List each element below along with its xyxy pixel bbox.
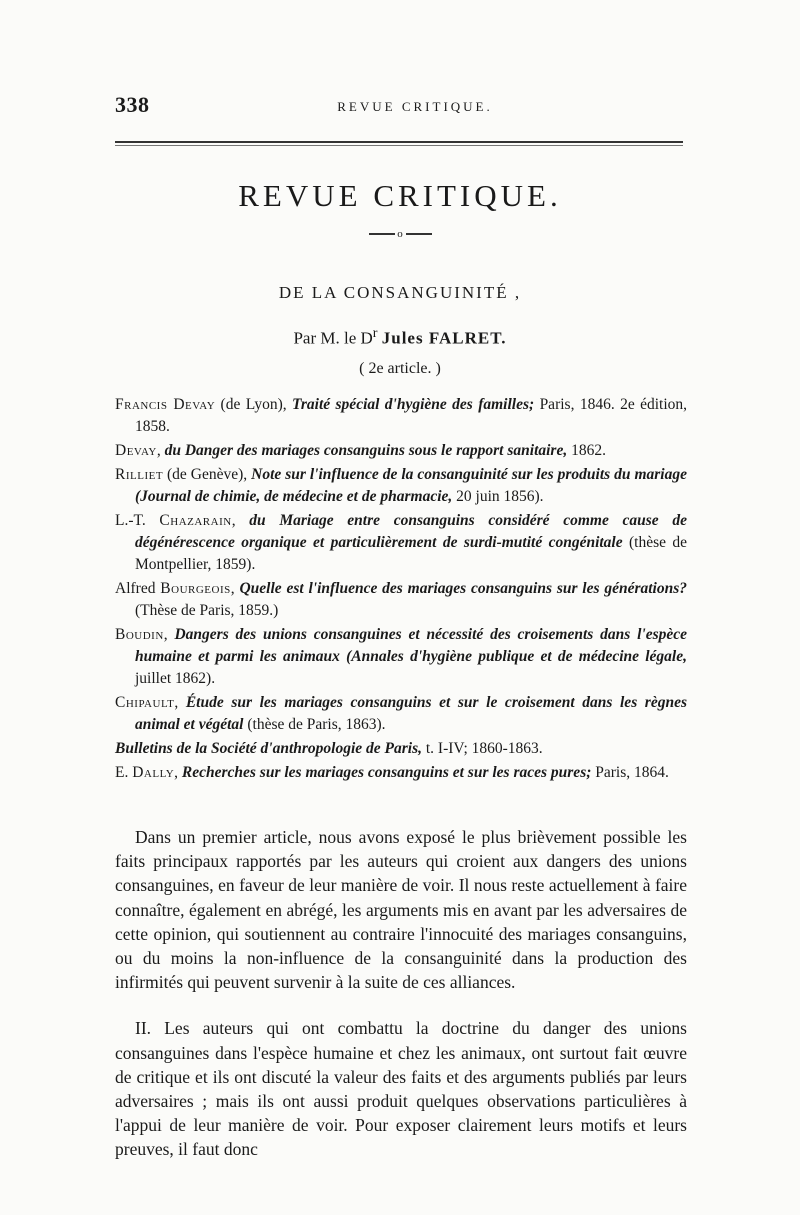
bibliography-entry: Bulletins de la Société d'anthropologie de Paris, t. I-IV; 1860-1863. xyxy=(115,740,543,757)
bibliography-entry: Devay, du Danger des mariages consanguins sous le rapport sanitaire, 1862. xyxy=(115,442,606,459)
bibliography-entry: Chipault, Étude sur les mariages consanguins et sur le croisement dans les règnes animal et végétal (thèse de Paris, 1863). xyxy=(115,694,688,733)
article-subtitle: DE LA CONSANGUINITÉ , xyxy=(278,283,522,302)
paragraph: II. Les auteurs qui ont combattu la doctrine du danger des unions consanguines dans l'espèce humaine et chez les animaux, ont surtout fait œuvre de critique et ils ont discuté la valeur des faits et des arguments publiés par leurs adversaires ; mais ils ont aussi produit quelques observations particulières à l'appui de leur manière de voir. Pour exposer clairement leurs motifs et leurs preuves, il faut donc xyxy=(115,1018,687,1160)
page-number: 338 xyxy=(115,92,150,117)
header-rule xyxy=(115,141,683,143)
bib-author: Devay xyxy=(115,442,157,459)
bib-author: Bourgeois xyxy=(160,580,231,597)
bibliography-entry: Rilliet (de Genève), Note sur l'influence de la consanguinité sur les produits du mariage (Journal de chimie, de médecine et de pharmacie, 20 juin 1856). xyxy=(115,466,687,505)
article-title: REVUE CRITIQUE. xyxy=(238,178,562,213)
bib-author: Chazarain xyxy=(159,512,232,529)
bib-author: Boudin xyxy=(115,626,164,643)
author-sup: r xyxy=(372,325,378,341)
bibliography-entry: Francis Devay (de Lyon), Traité spécial d'hygiène des familles; Paris, 1846. 2e édition, 1858. xyxy=(115,396,687,435)
bib-title: du Danger des mariages consanguins sous le rapport sanitaire, xyxy=(164,442,568,459)
bib-author: Chipault xyxy=(115,694,175,711)
bib-title: Bulletins de la Société d'anthropologie de Paris, xyxy=(115,740,422,757)
paragraph: Dans un premier article, nous avons exposé le plus brièvement possible les faits principaux rapportés par les auteurs qui croient aux dangers des unions consanguines, en faveur de leur manière de voir. Il nous reste actuellement à faire connaître, également en abrégé, les arguments mis en avant par les adversaires de cette opinion, qui soutiennent au contraire l'innocuité des mariages consanguins, ou du moins la non-influence de la consanguinité dans la production des infirmités qui peuvent survenir à la suite de ces alliances. xyxy=(115,827,687,993)
bib-title: Dangers des unions consanguines et nécessité des croisements dans l'espèce humaine et parmi les animaux (Annales d'hygiène publique et de médecine légale, xyxy=(135,626,688,665)
author-line xyxy=(115,325,685,349)
author-prefix: Par M. le D xyxy=(293,328,373,348)
bibliography-entry: Alfred Bourgeois, Quelle est l'influence des mariages consanguins sur les générations? (Thèse de Paris, 1859.) xyxy=(115,580,688,619)
running-head xyxy=(115,92,685,122)
bib-title: Étude sur les mariages consanguins et sur le croisement dans les règnes animal et végétal xyxy=(135,694,688,733)
bibliography xyxy=(115,394,687,786)
bibliography-entry: Boudin, Dangers des unions consanguines et nécessité des croisements dans l'espèce humaine et parmi les animaux (Annales d'hygiène publique et de médecine légale, juillet 1862). xyxy=(115,626,688,687)
running-title: REVUE CRITIQUE. xyxy=(337,99,493,114)
bib-author: Rilliet xyxy=(115,466,164,483)
bib-title: Traité spécial d'hygiène des familles; xyxy=(291,396,535,413)
bib-title: Recherches sur les mariages consanguins et sur les races pures; xyxy=(181,764,592,781)
bib-author: Francis Devay xyxy=(115,396,216,413)
bib-author: Dally xyxy=(132,764,175,781)
header-rule-thin xyxy=(115,145,683,146)
bibliography-entry: E. Dally, Recherches sur les mariages consanguins et sur les races pures; Paris, 1864. xyxy=(115,764,669,781)
bibliography-entry: L.-T. Chazarain, du Mariage entre consanguins considéré comme cause de dégénérescence organique et particulièrement de surdi-mutité congénitale (thèse de Montpellier, 1859). xyxy=(115,512,688,573)
bib-title: Quelle est l'influence des mariages consanguins sur les générations? xyxy=(239,580,688,597)
bib-title: Note sur l'influence de la consanguinité sur les produits du mariage (Journal de chimie, de médecine et de pharmacie, xyxy=(135,466,687,505)
article-number: ( 2e article. ) xyxy=(359,360,441,377)
body-text xyxy=(115,825,687,1184)
author-name: Jules FALRET. xyxy=(381,328,507,348)
bib-title: du Mariage entre consanguins considéré comme cause de dégénérescence organique et particulièrement de surdi-mutité congénitale xyxy=(135,512,688,551)
title-ornament: o xyxy=(115,228,685,240)
